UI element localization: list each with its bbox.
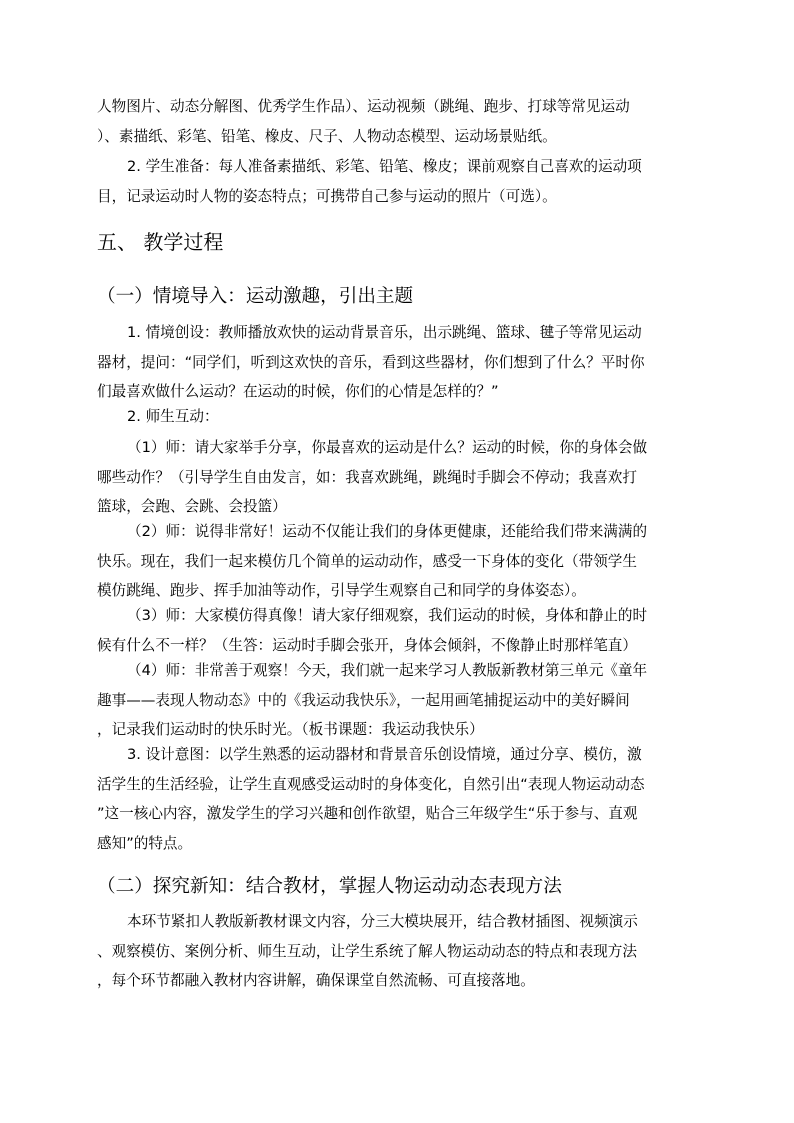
text-line: 2. 学生准备：每人准备素描纸、彩笔、铅笔、橡皮；课前观察自己喜欢的运动项	[127, 158, 642, 175]
interaction-label	[97, 402, 697, 432]
section-heading: 五、 教学过程	[97, 230, 224, 254]
text-line: 感知”的特点。	[97, 834, 193, 852]
materials-paragraph	[97, 92, 697, 151]
text-line: 候有什么不一样？（生答：运动时手脚会张开，身体会倾斜，不像静止时那样笔直）	[97, 636, 637, 654]
text-line: （1）师：请大家举手分享，你最喜欢的运动是什么？运动的时候，你的身体会做	[127, 439, 648, 456]
text-line: ）、素描纸、彩笔、铅笔、橡皮、尺子、人物动态模型、运动场景贴纸。	[97, 127, 557, 145]
design-intent-paragraph	[97, 740, 697, 858]
text-line: 模仿跳绳、跑步、挥手加油等动作，引导学生观察自己和同学的身体姿态）。	[97, 582, 586, 599]
text-line: 、观察模仿、案例分析、师生互动，让学生系统了解人物运动动态的特点和表现方法	[97, 942, 637, 960]
text-line: 人物图片、动态分解图、优秀学生作品）、运动视频（跳绳、跑步、打球等常见运动	[97, 98, 630, 115]
text-line: 快乐。现在，我们一起来模仿几个简单的运动动作，感受一下身体的变化（带领学生	[97, 552, 637, 570]
scenario-paragraph	[97, 318, 697, 407]
text-line: 活学生的生活经验，让学生直观感受运动时的身体变化，自然引出“表现人物运动动态	[97, 775, 645, 793]
text-line: 器材，提问：“同学们，听到这欢快的音乐，看到这些器材，你们想到了什么？平时你	[97, 353, 645, 371]
text-line: 目，记录运动时人物的姿态特点；可携带自己参与运动的照片（可选）。	[97, 187, 557, 205]
text-line: ，记录我们运动时的快乐时光。（板书课题：我运动我快乐）	[97, 721, 484, 738]
subsection-heading: （二）探究新知：结合教材，掌握人物运动动态表现方法	[97, 876, 562, 897]
text-line: （4）师：非常善于观察！今天，我们就一起来学习人教版新教材第三单元《童年	[127, 662, 648, 679]
text-line: 篮球，会跑、会跳、会投篮）	[97, 498, 287, 515]
text-line: 本环节紧扣人教版新教材课文内容，分三大模块展开，结合教材插图、视频演示	[127, 913, 638, 930]
text-line: 1. 情境创设：教师播放欢快的运动背景音乐，出示跳绳、篮球、毽子等常见运动	[127, 324, 642, 341]
explore-paragraph	[97, 907, 697, 996]
student-prep-paragraph	[97, 152, 697, 211]
text-line: 们最喜欢做什么运动？在运动的时候，你们的心情是怎样的？”	[97, 383, 499, 400]
text-line: 3. 设计意图：以学生熟悉的运动器材和背景音乐创设情境，通过分享、模仿，激	[127, 746, 642, 763]
subsection-heading: （一）情境导入：运动激趣，引出主题	[97, 286, 414, 307]
text-line: ，每个环节都融入教材内容讲解，确保课堂自然流畅、可直接落地。	[97, 972, 535, 989]
text-line: （2）师：说得非常好！运动不仅能让我们的身体更健康，还能给我们带来满满的	[127, 523, 648, 540]
text-line: 2. 师生互动：	[127, 408, 219, 425]
text-line: 趣事——表现人物动态》中的《我运动我快乐》，一起用画笔捕捉运动中的美好瞬间	[97, 691, 630, 709]
question-4-paragraph	[97, 656, 697, 745]
text-line: （3）师：大家模仿得真像！请大家仔细观察，我们运动的时候，身体和静止的时	[127, 607, 648, 624]
question-1-paragraph	[97, 433, 697, 522]
text-line: 哪些动作？（引导学生自由发言，如：我喜欢跳绳，跳绳时手脚会不停动；我喜欢打	[97, 468, 637, 486]
question-3-paragraph	[97, 601, 697, 660]
question-2-paragraph	[97, 517, 697, 606]
text-line: ”这一核心内容，激发学生的学习兴趣和创作欲望，贴合三年级学生“乐于参与、直观	[97, 805, 638, 822]
